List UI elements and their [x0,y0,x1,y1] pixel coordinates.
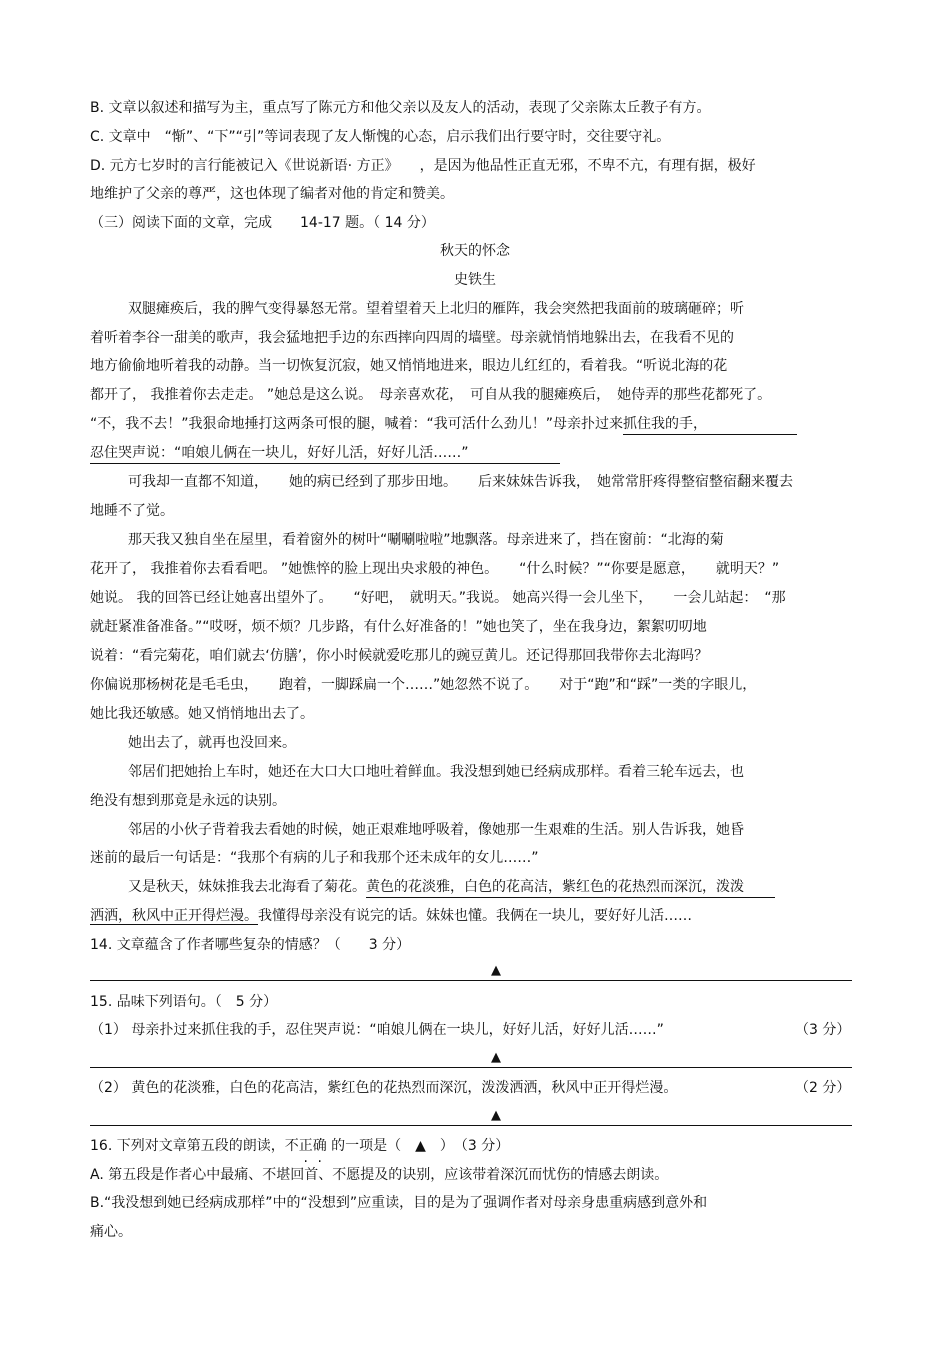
passage-line: 双腿瘫痪后，我的脾气变得暴怒无常。望着望着天上北归的雁阵，我会突然把我面前的玻璃砸碎；听 [128,301,744,317]
passage-line [90,906,692,926]
question-16 [90,1136,509,1156]
question-16-option-a: A. 第五段是作者心中最痛、不堪回首、不愿提及的诀别，应该带着深沉而忧伤的情感去朗读。 [90,1167,669,1183]
passage-line: 你偏说那杨树花是毛毛虫， 跑着，一脚踩扁一个……”她忽然不说了。 对于“跑”和“踩”一类的字眼儿， [90,677,757,693]
underlined-sentence: 洒洒，秋风中正开得烂漫。 [90,908,258,924]
answer-line[interactable] [90,1067,852,1068]
question-15-1: （1） 母亲扑过来抓住我的手，忍住哭声说：“咱娘儿俩在一块儿，好好儿活，好好儿活……” [90,1022,664,1038]
question-16-option-b-line2: 痛心。 [90,1224,132,1240]
question-16-option-b-line1: B.“我没想到她已经病成那样”中的“没想到”应重读，目的是为了强调作者对母亲身患重病感到意外和 [90,1195,708,1211]
article-title: 秋天的怀念 [440,243,510,259]
emphasis-char: 正 [298,1138,313,1154]
article-author: 史铁生 [454,272,496,288]
option-b: B. 文章以叙述和描写为主，重点写了陈元方和他父亲以及友人的活动，表现了父亲陈太丘教子有方。 [90,100,711,116]
passage-line [90,414,797,434]
answer-line[interactable] [90,980,852,981]
passage-line: 都开了， 我推着你去走走。 ”她总是这么说。 母亲喜欢花， 可自从我的腿瘫痪后， 她侍弄的那些花都死了。 [90,387,772,403]
passage-line: 她比我还敏感。她又悄悄地出去了。 [90,706,314,722]
answer-line[interactable] [90,1125,852,1126]
option-d-line1: D. 元方七岁时的言行能被记入《世说新语· 方正》 ，是因为他品性正直无邪，不卑不亢，有理有据，极好 [90,158,756,174]
passage-line: 她出去了，就再也没回来。 [128,735,296,751]
emphasis-char: 确 [312,1138,327,1154]
answer-mark: ▲ [491,1108,501,1123]
underlined-sentence: 黄色的花淡雅，白色的花高洁，紫红色的花热烈而深沉，泼泼 [366,877,775,898]
passage-line: 她说。 我的回答已经让她喜出望外了。 “好吧， 就明天。”我说。 她高兴得一会儿坐下， 一会儿站起： “那 [90,590,786,606]
answer-mark: ▲ [491,963,501,978]
question-15-1-score: （3 分） [795,1022,851,1038]
question-14: 14. 文章蕴含了作者哪些复杂的情感？（ 3 分） [90,937,411,953]
passage-line: 那天我又独自坐在屋里，看着窗外的树叶“唰唰啦啦”地飘落。母亲进来了，挡在窗前：“北海的菊 [128,532,724,548]
passage-text: 又是秋天，妹妹推我去北海看了菊花。 [128,879,366,895]
passage-line: 地睡不了觉。 [90,503,174,519]
passage-line: 就赶紧准备准备。”“哎呀，烦不烦？几步路，有什么好准备的！”她也笑了，坐在我身边，絮絮叨叨地 [90,619,707,635]
passage-text: 我懂得母亲没有说完的话。妹妹也懂。我俩在一块儿，要好好儿活…… [258,908,692,924]
underlined-sentence: 忍住哭声说：“咱娘儿俩在一块儿，好好儿活，好好儿活……” [90,443,560,464]
passage-line: 着听着李谷一甜美的歌声，我会猛地把手边的东西摔向四周的墙壁。母亲就悄悄地躲出去，在我看不见的 [90,330,734,346]
question-16-text: 16. 下列对文章第五段的朗读，不 [90,1138,299,1154]
question-16-text: 的一项是（ ▲ ） （3 分） [326,1138,510,1154]
underlined-sentence: 抓住我的手， [623,414,797,435]
passage-line [90,443,560,463]
answer-mark: ▲ [491,1050,501,1065]
passage-text: “不，我不去！”我狠命地捶打这两条可恨的腿，喊着：“我可活什么劲儿！”母亲扑过来 [90,416,624,432]
passage-line: 迷前的最后一句话是：“我那个有病的儿子和我那个还未成年的女儿……” [90,850,539,866]
passage-line: 可我却一直都不知道， 她的病已经到了那步田地。 后来妹妹告诉我， 她常常肝疼得整宿整宿翻来覆去 [128,474,793,490]
section-heading: （三）阅读下面的文章，完成 14-17 题。（ 14 分） [90,215,435,231]
question-15: 15. 品味下列语句。（ 5 分） [90,994,278,1010]
question-15-2-score: （2 分） [795,1080,851,1096]
passage-line: 邻居的小伙子背着我去看她的时候，她正艰难地呼吸着，像她那一生艰难的生活。别人告诉我，她昏 [128,822,744,838]
passage-line: 邻居们把她抬上车时，她还在大口大口地吐着鲜血。我没想到她已经病成那样。看着三轮车远去，也 [128,764,744,780]
option-d-line2: 地维护了父亲的尊严，这也体现了编者对他的肯定和赞美。 [90,186,454,202]
question-15-2: （2） 黄色的花淡雅，白色的花高洁，紫红色的花热烈而深沉，泼泼洒洒，秋风中正开得烂漫。 [90,1080,678,1096]
passage-line: 花开了， 我推着你去看看吧。 ”她憔悴的脸上现出央求般的神色。 “什么时候？”“你要是愿意， 就明天？” [90,561,780,577]
passage-line: 地方偷偷地听着我的动静。当一切恢复沉寂，她又悄悄地进来，眼边儿红红的，看着我。“听说北海的花 [90,358,728,374]
passage-line: 说着：“看完菊花，咱们就去‘仿膳’，你小时候就爱吃那儿的豌豆黄儿。还记得那回我带你去北海吗？ [90,648,709,664]
option-c: C. 文章中 “惭”、“下”“引”等词表现了友人惭愧的心态，启示我们出行要守时，交往要守礼。 [90,129,671,145]
passage-line: 绝没有想到那竟是永远的诀别。 [90,793,286,809]
passage-line [128,877,775,897]
